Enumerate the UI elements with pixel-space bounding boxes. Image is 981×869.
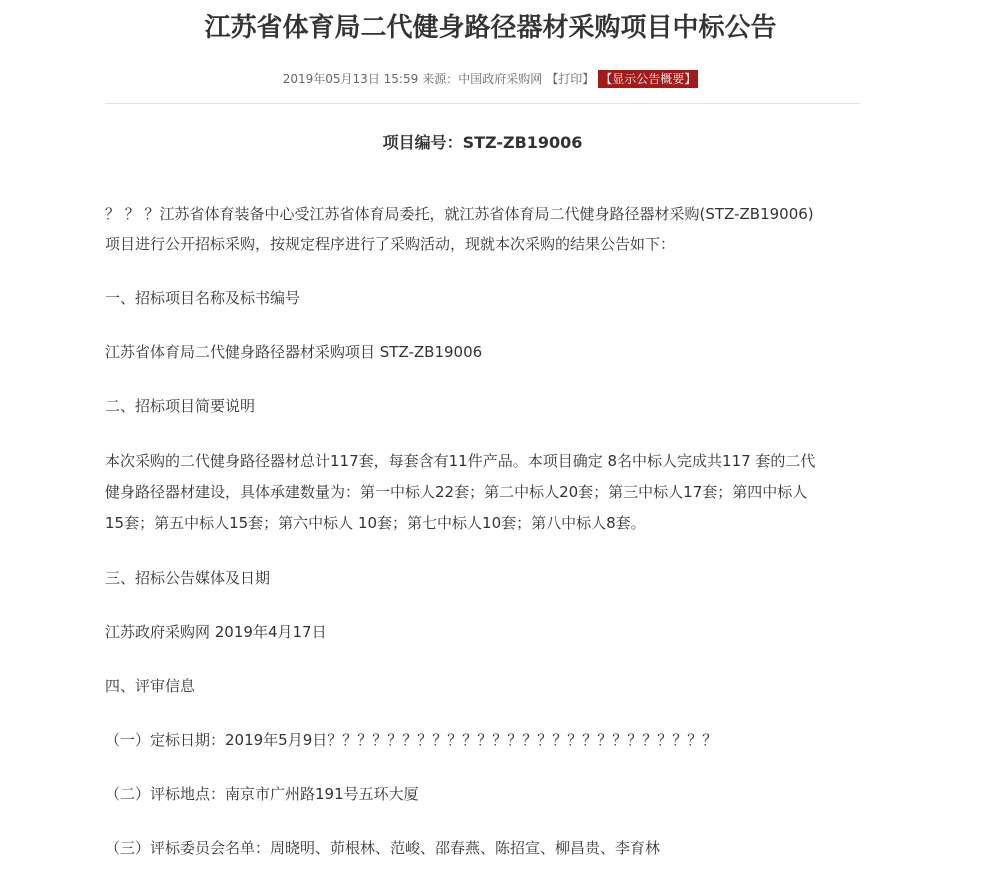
page-title: 江苏省体育局二代健身路径器材采购项目中标公告 bbox=[204, 13, 777, 43]
section-1-body: 江苏省体育局二代健身路径器材采购项目 STZ-ZB19006 bbox=[105, 343, 483, 361]
review-date: （一）定标日期：2019年5月9日？？？？？？？？？？？？？？？？？？？？？？？？？？ bbox=[105, 731, 718, 749]
project-number: 项目编号：STZ-ZB19006 bbox=[382, 133, 583, 152]
section-3-body: 江苏政府采购网 2019年4月17日 bbox=[105, 623, 327, 641]
section-2-body-line-3: 15套；第五中标人15套；第六中标人 10套；第七中标人10套；第八中标人8套。 bbox=[105, 514, 646, 532]
intro-paragraph-line-1: ？ ？ ？江苏省体育装备中心受江苏省体育局委托，就江苏省体育局二代健身路径器材采购(STZ-ZB19006) bbox=[105, 205, 814, 223]
article-meta bbox=[0, 70, 981, 88]
section-4-heading: 四、评审信息 bbox=[105, 677, 196, 695]
source-label: 来源：中国政府采购网 bbox=[422, 72, 543, 86]
header-divider bbox=[105, 103, 860, 104]
section-2-body-line-1: 本次采购的二代健身路径器材总计117套，每套含有11件产品。本项目确定 8名中标人完成共117 套的二代 bbox=[105, 452, 816, 470]
publish-date: 2019年05月13日 15:59 bbox=[282, 72, 419, 86]
section-1-heading: 一、招标项目名称及标书编号 bbox=[105, 289, 301, 307]
show-summary-button[interactable]: 【显示公告概要】 bbox=[600, 72, 697, 86]
print-link[interactable]: 【打印】 bbox=[546, 72, 595, 86]
section-2-body-line-2: 健身路径器材建设，具体承建数量为：第一中标人22套；第二中标人20套；第三中标人17套；第四中标人 bbox=[105, 483, 808, 501]
intro-paragraph-line-2: 项目进行公开招标采购，按规定程序进行了采购活动，现就本次采购的结果公告如下： bbox=[105, 235, 676, 253]
review-location: （二）评标地点：南京市广州路191号五环大厦 bbox=[105, 785, 419, 803]
section-2-heading: 二、招标项目简要说明 bbox=[105, 397, 256, 415]
section-3-heading: 三、招标公告媒体及日期 bbox=[105, 569, 271, 587]
review-committee: （三）评标委员会名单：周晓明、茆根林、范峻、邵春燕、陈招宣、柳昌贵、李育林 bbox=[105, 839, 661, 857]
